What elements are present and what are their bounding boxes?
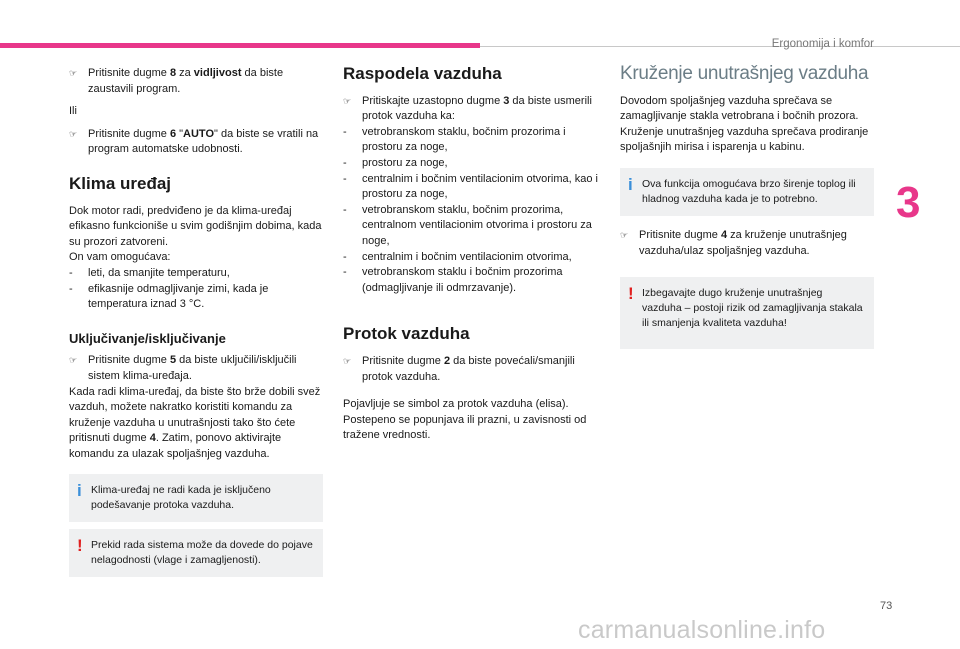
heading-distribution: Raspodela vazduha bbox=[343, 64, 502, 83]
warning-icon: ! bbox=[77, 536, 83, 556]
instruction-on-off: ☞ Pritisnite dugme 5 da biste uključili/isključili sistem klima-uređaja. bbox=[69, 354, 297, 382]
arrow-bullet-icon: ☞ bbox=[343, 95, 352, 106]
heading-recirculation: Kruženje unutrašnjeg vazduha bbox=[620, 63, 869, 84]
instruction-airflow: ☞ Pritisnite dugme 2 da biste povećali/smanjili protok vazduha. bbox=[343, 354, 575, 383]
klima-paragraph: Dok motor radi, predviđeno je da klima-uređaj efikasno funkcioniše u svim godišnjim dobima, kada su prozori zatvoreni. bbox=[69, 204, 322, 248]
section-title: Ergonomija i komfor bbox=[771, 38, 874, 50]
column-2 bbox=[343, 66, 603, 444]
heading-airflow: Protok vazduha bbox=[343, 324, 470, 344]
or-text: Ili bbox=[69, 105, 77, 118]
list-item: - vetrobranskom staklu, bočnim prozorima, centralnom ventilacionim otvorima i prostoru za noge, bbox=[343, 203, 592, 247]
column-1 bbox=[69, 66, 323, 577]
list-item: - efikasnije odmagljivanje zimi, kada je temperatura iznad 3 °C. bbox=[69, 282, 269, 311]
info-note: i Ova funkcija omogućava brzo širenje toplog ili hladnog vazduha kada je to potrebno. bbox=[620, 168, 874, 216]
watermark: carmanualsonline.info bbox=[578, 616, 826, 644]
arrow-bullet-icon: ☞ bbox=[69, 355, 78, 366]
warning-note: ! Izbegavajte dugo kruženje unutrašnjeg vazduha – postoji rizik od zamagljivanja stakala ili smanjenja kvaliteta vazduha! bbox=[620, 277, 874, 349]
instruction-distribution: ☞ Pritiskajte uzastopno dugme 3 da biste usmerili protok vazduha ka: bbox=[343, 94, 592, 123]
list-item: - centralnim i bočnim ventilacionim otvorima, bbox=[343, 250, 572, 263]
arrow-bullet-icon: ☞ bbox=[69, 68, 78, 78]
recirc-text-1: Dovodom spoljašnjeg vazduha sprečava se zamagljivanje stakla vetrobrana i bočnih prozora. bbox=[620, 94, 859, 123]
header-rule bbox=[480, 46, 960, 47]
list-item: - vetrobranskom staklu, bočnim prozorima i prostoru za noge, bbox=[343, 125, 566, 154]
heading-klima: Klima uređaj bbox=[69, 173, 172, 193]
arrow-bullet-icon: ☞ bbox=[69, 128, 78, 139]
warning-icon: ! bbox=[628, 284, 634, 304]
list-item: - leti, da smanjite temperaturu, bbox=[69, 266, 230, 279]
instruction-recirculation: ☞ Pritisnite dugme 4 za kruženje unutrašnjeg vazduha/ulaz spoljašnjeg vazduha. bbox=[620, 228, 847, 257]
info-note: i Klima-uređaj ne radi kada je isključeno podešavanje protoka vazduha. bbox=[69, 474, 323, 522]
info-icon: i bbox=[77, 481, 82, 501]
instruction-visibility: ☞ Pritisnite dugme 8 za vidljivost da biste zaustavili program. bbox=[69, 67, 284, 95]
header-accent-bar bbox=[0, 43, 480, 48]
list-item: - prostoru za noge, bbox=[343, 156, 448, 169]
arrow-bullet-icon: ☞ bbox=[343, 355, 352, 366]
klima-enables: On vam omogućava: bbox=[69, 251, 171, 264]
heading-on-off: Uključivanje/isključivanje bbox=[69, 330, 226, 346]
recirculation-tip: Kada radi klima-uređaj, da biste što brže dobili svež vazduh, možete nakratko koristiti komandu za kruženje vazduha u unutrašnjosti tako što ćete pritisnuti dugme 4. Zatim, ponovo aktivirajte komandu za ulazak spoljašnjeg vazduha. bbox=[69, 385, 321, 460]
column-3 bbox=[620, 63, 874, 349]
instruction-auto: ☞ Pritisnite dugme 6 "AUTO" da biste se vratili na program automatske udobnosti. bbox=[69, 127, 319, 156]
page-number: 73 bbox=[880, 600, 893, 612]
info-icon: i bbox=[628, 174, 633, 194]
warning-note: ! Prekid rada sistema može da dovede do pojave nelagodnosti (vlage i zamagljenosti). bbox=[69, 529, 323, 577]
arrow-bullet-icon: ☞ bbox=[620, 229, 629, 240]
recirc-text-2: Kruženje unutrašnjeg vazduha sprečava prodiranje spoljašnjih mirisa i isparenja u kabinu. bbox=[620, 125, 869, 154]
list-item: - vetrobranskom staklu i bočnim prozorima (odmagljivanje ili odmrzavanje). bbox=[343, 266, 563, 294]
airflow-symbol-text: Pojavljuje se simbol za protok vazduha (elisa). Postepeno se popunjava ili prazni, u zavisnosti od tražene vrednosti. bbox=[343, 398, 587, 442]
list-item: - centralnim i bočnim ventilacionim otvorima, kao i prostoru za noge, bbox=[343, 172, 598, 201]
chapter-number: 3 bbox=[896, 178, 921, 227]
